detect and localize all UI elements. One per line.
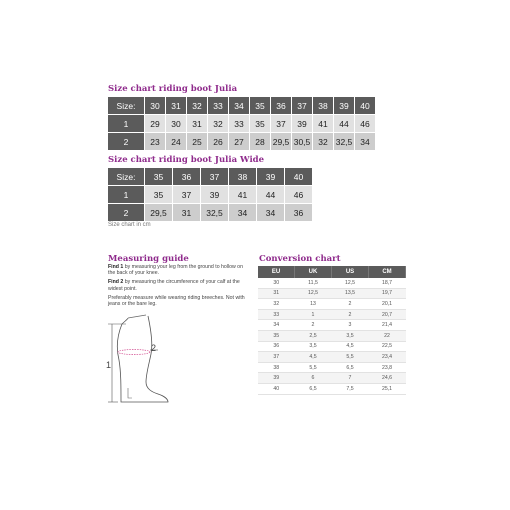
chart1-title: Size chart riding boot Julia [108, 84, 238, 94]
size-header-cell: 31 [166, 97, 186, 114]
guide-title: Measuring guide [108, 254, 189, 264]
size-header-label: Size: [108, 97, 144, 114]
size-chart-julia-wide [107, 167, 313, 222]
conversion-cell: 24,6 [369, 373, 406, 384]
conversion-cell: 23,8 [369, 362, 406, 373]
measure-cell: 23 [145, 133, 165, 150]
conversion-cell: 2,5 [295, 330, 332, 341]
conversion-cell: 31 [258, 288, 295, 299]
size-header-cell: 38 [229, 168, 256, 185]
conversion-cell: 1 [295, 309, 332, 320]
guide-find1 [108, 264, 248, 276]
measure-cell: 36 [285, 204, 312, 221]
conversion-row [258, 362, 406, 373]
leg-outline [128, 315, 146, 318]
size-header-cell: 35 [145, 168, 172, 185]
measure-cell: 26 [208, 133, 228, 150]
size-header-cell: 32 [187, 97, 207, 114]
measure-cell: 34 [229, 204, 256, 221]
measure-cell: 32,5 [201, 204, 228, 221]
measure-cell: 35 [250, 115, 270, 132]
find1-text: by measuring your leg from the ground to hollow on the back of your knee. [108, 264, 243, 277]
measure-cell: 32 [313, 133, 333, 150]
conversion-cell: 12,5 [332, 278, 369, 288]
measure-cell: 32 [208, 115, 228, 132]
size-chart-note: Size chart in cm [108, 222, 151, 228]
conversion-cell: 7,5 [332, 383, 369, 394]
conversion-row [258, 299, 406, 310]
conversion-row [258, 341, 406, 352]
size-header-cell: 35 [250, 97, 270, 114]
measure-cell: 46 [285, 186, 312, 203]
conversion-cell: 4,5 [332, 341, 369, 352]
measure-cell: 33 [229, 115, 249, 132]
measure-cell: 24 [166, 133, 186, 150]
conversion-cell: 22,5 [369, 341, 406, 352]
size-header-cell: 37 [201, 168, 228, 185]
guide-find2 [108, 279, 248, 291]
conversion-chart [258, 266, 406, 395]
diagram-label-1: 1 [106, 360, 112, 370]
conversion-cell: 32 [258, 299, 295, 310]
conversion-row [258, 383, 406, 394]
diagram-label-2: 2 [151, 343, 157, 353]
size-header-cell: 37 [292, 97, 312, 114]
size-header-row [108, 168, 312, 185]
measure-row-1 [108, 186, 312, 203]
conversion-cell: 13,5 [332, 288, 369, 299]
conversion-row [258, 320, 406, 331]
measure-cell: 25 [187, 133, 207, 150]
measure-cell: 27 [229, 133, 249, 150]
conversion-cell: 23,4 [369, 352, 406, 363]
conversion-cell: 25,1 [369, 383, 406, 394]
measure-cell: 39 [201, 186, 228, 203]
measure-cell: 37 [173, 186, 200, 203]
conversion-header-row [258, 266, 406, 278]
conversion-cell: 33 [258, 309, 295, 320]
measure-row-2 [108, 133, 375, 150]
measure-cell: 41 [229, 186, 256, 203]
size-header-cell: 39 [257, 168, 284, 185]
row-label: 1 [108, 115, 144, 132]
conversion-cell: 18,7 [369, 278, 406, 288]
conversion-cell: 5,5 [332, 352, 369, 363]
conversion-cell: 7 [332, 373, 369, 384]
conversion-row [258, 373, 406, 384]
chart2-title: Size chart riding boot Julia Wide [108, 155, 265, 165]
conversion-cell: 30 [258, 278, 295, 288]
conversion-cell: 3 [332, 320, 369, 331]
conversion-cell: 4,5 [295, 352, 332, 363]
size-header-cell: 40 [355, 97, 375, 114]
leg-measurement-diagram [104, 302, 184, 412]
conversion-cell: 13 [295, 299, 332, 310]
conversion-row [258, 288, 406, 299]
measure-cell: 34 [257, 204, 284, 221]
size-header-cell: 40 [285, 168, 312, 185]
measure-cell: 29 [145, 115, 165, 132]
measure-cell: 30 [166, 115, 186, 132]
conversion-cell: 40 [258, 383, 295, 394]
conversion-cell: 20,1 [369, 299, 406, 310]
row-label: 1 [108, 186, 144, 203]
conversion-title: Conversion chart [259, 254, 341, 264]
leg-back-outline [117, 316, 168, 402]
calf-circumference-marker [118, 350, 150, 355]
conversion-header-cell: UK [295, 266, 332, 278]
size-header-cell: 33 [208, 97, 228, 114]
conversion-row [258, 278, 406, 288]
conversion-cell: 11,5 [295, 278, 332, 288]
size-header-cell: 36 [271, 97, 291, 114]
conversion-cell: 2 [295, 320, 332, 331]
find2-text: by measuring the circumference of your calf at the widest point. [108, 279, 240, 292]
conversion-cell: 6 [295, 373, 332, 384]
row-label: 2 [108, 204, 144, 221]
conversion-cell: 5,5 [295, 362, 332, 373]
measure-cell: 31 [173, 204, 200, 221]
conversion-cell: 2 [332, 309, 369, 320]
size-header-cell: 30 [145, 97, 165, 114]
measure-cell: 44 [334, 115, 354, 132]
measure-cell: 37 [271, 115, 291, 132]
conversion-cell: 34 [258, 320, 295, 331]
measure-cell: 29,5 [145, 204, 172, 221]
find2-bold: Find 2 [108, 279, 124, 286]
measure-row-2 [108, 204, 312, 221]
size-header-row [108, 97, 375, 114]
conversion-cell: 20,7 [369, 309, 406, 320]
measure-cell: 39 [292, 115, 312, 132]
conversion-row [258, 330, 406, 341]
measure-cell: 32,5 [334, 133, 354, 150]
measure-cell: 28 [250, 133, 270, 150]
conversion-cell: 37 [258, 352, 295, 363]
size-header-cell: 39 [334, 97, 354, 114]
conversion-header-cell: EU [258, 266, 295, 278]
conversion-cell: 22 [369, 330, 406, 341]
size-header-cell: 38 [313, 97, 333, 114]
measure-cell: 46 [355, 115, 375, 132]
boot-detail [128, 388, 132, 398]
conversion-cell: 6,5 [332, 362, 369, 373]
find1-bold: Find 1 [108, 264, 124, 270]
conversion-cell: 3,5 [332, 330, 369, 341]
conversion-cell: 38 [258, 362, 295, 373]
size-header-label: Size: [108, 168, 144, 185]
measure-cell: 44 [257, 186, 284, 203]
measure-cell: 31 [187, 115, 207, 132]
row-label: 2 [108, 133, 144, 150]
conversion-row [258, 352, 406, 363]
conversion-header-cell: US [332, 266, 369, 278]
measure-cell: 34 [355, 133, 375, 150]
conversion-cell: 6,5 [295, 383, 332, 394]
knee-outline [122, 318, 128, 324]
conversion-cell: 36 [258, 341, 295, 352]
measure-cell: 30,5 [292, 133, 312, 150]
conversion-header-cell: CM [369, 266, 406, 278]
measure-row-1 [108, 115, 375, 132]
conversion-row [258, 309, 406, 320]
conversion-cell: 35 [258, 330, 295, 341]
conversion-cell: 19,7 [369, 288, 406, 299]
conversion-cell: 21,4 [369, 320, 406, 331]
conversion-cell: 12,5 [295, 288, 332, 299]
measure-cell: 41 [313, 115, 333, 132]
guide-prefer: Preferably measure while wearing riding breeches. Not with jeans or the bare leg. [108, 294, 245, 308]
conversion-cell: 3,5 [295, 341, 332, 352]
conversion-cell: 2 [332, 299, 369, 310]
measure-cell: 35 [145, 186, 172, 203]
size-header-cell: 36 [173, 168, 200, 185]
size-header-cell: 34 [229, 97, 249, 114]
measure-cell: 29,5 [271, 133, 291, 150]
conversion-cell: 39 [258, 373, 295, 384]
size-chart-julia [107, 96, 376, 151]
